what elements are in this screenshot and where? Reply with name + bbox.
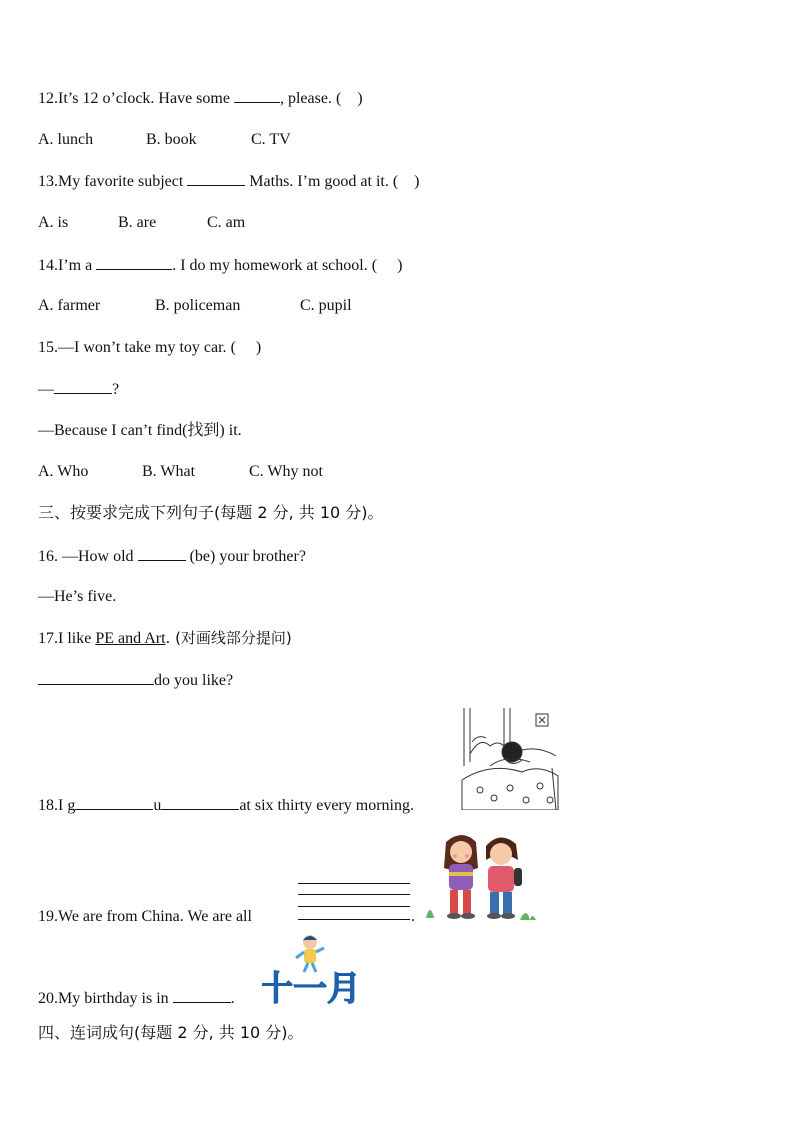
q15-dash: — bbox=[38, 381, 54, 398]
q15-line-2 bbox=[38, 379, 119, 400]
q17-tail: . (对画线部分提问) bbox=[165, 629, 292, 647]
q12-tail: , please. bbox=[279, 90, 332, 107]
q17-underlined-phrase: PE and Art bbox=[95, 630, 166, 647]
q12-stem: 12.It’s 12 o’clock. Have some bbox=[38, 90, 230, 107]
q19-guide-line-4[interactable] bbox=[298, 919, 410, 920]
q16-answer-blank[interactable] bbox=[138, 546, 186, 561]
question-20 bbox=[38, 988, 235, 1009]
q15-option-a[interactable]: A. Who bbox=[38, 463, 89, 480]
question-14 bbox=[38, 255, 402, 276]
question-13 bbox=[38, 171, 420, 192]
q15-paren: ( ) bbox=[230, 339, 262, 356]
q20-stem: 20.My birthday is in bbox=[38, 990, 169, 1007]
question-16 bbox=[38, 546, 306, 567]
question-18 bbox=[38, 795, 414, 816]
q15-answer-blank[interactable] bbox=[54, 379, 112, 394]
q17-line-2 bbox=[38, 670, 233, 691]
q12-options bbox=[38, 130, 291, 150]
q20-tail: . bbox=[230, 990, 235, 1007]
q19-period: . bbox=[411, 908, 415, 925]
q14-option-c[interactable]: C. pupil bbox=[300, 297, 352, 314]
november-illustration-icon bbox=[262, 930, 358, 1004]
q16-tail: (be) your brother? bbox=[189, 548, 306, 565]
q19-guide-line-2 bbox=[298, 894, 410, 895]
q13-tail: Maths. I’m good at it. bbox=[249, 173, 389, 190]
q13-option-c[interactable]: C. am bbox=[207, 214, 246, 231]
question-15 bbox=[38, 338, 261, 358]
question-17 bbox=[38, 628, 292, 649]
q18-answer-blank-2[interactable] bbox=[161, 795, 239, 810]
q13-option-a[interactable]: A. is bbox=[38, 214, 69, 231]
q16-answer: —He’s five. bbox=[38, 588, 117, 605]
q17-line2-tail: do you like? bbox=[154, 672, 234, 689]
q15-option-b[interactable]: B. What bbox=[142, 463, 196, 480]
q15-option-c[interactable]: C. Why not bbox=[249, 463, 323, 480]
q12-option-c[interactable]: C. TV bbox=[251, 131, 291, 148]
q14-tail: . I do my homework at school. bbox=[172, 257, 368, 274]
bed-illustration-icon bbox=[460, 706, 560, 810]
november-text: 十一月 bbox=[262, 969, 358, 1004]
q20-answer-blank[interactable] bbox=[173, 988, 231, 1003]
two-children-icon bbox=[422, 828, 538, 924]
q19-guide-line-1 bbox=[298, 883, 410, 884]
q14-paren: ( ) bbox=[371, 257, 403, 274]
q14-options bbox=[38, 296, 352, 316]
q13-answer-blank[interactable] bbox=[187, 171, 245, 186]
question-19 bbox=[38, 907, 252, 927]
q17-answer-blank[interactable] bbox=[38, 670, 154, 685]
q12-option-a[interactable]: A. lunch bbox=[38, 131, 94, 148]
q14-option-a[interactable]: A. farmer bbox=[38, 297, 101, 314]
q12-answer-blank[interactable] bbox=[234, 88, 280, 103]
q15-question-mark: ? bbox=[112, 381, 120, 398]
q13-option-b[interactable]: B. are bbox=[118, 214, 157, 231]
children-picture bbox=[422, 828, 538, 924]
q15-line-3 bbox=[38, 421, 242, 441]
section-3-heading: 三、按要求完成下列句子(每题 2 分, 共 10 分)。 bbox=[38, 503, 384, 522]
q19-guide-line-3 bbox=[298, 906, 410, 907]
q12-paren: ( ) bbox=[335, 90, 363, 107]
q13-stem: 13.My favorite subject bbox=[38, 173, 184, 190]
november-picture bbox=[262, 930, 358, 1004]
q19-stem: 19.We are from China. We are all bbox=[38, 908, 252, 925]
q12-option-b[interactable]: B. book bbox=[146, 131, 197, 148]
q18-stem: 18.I g bbox=[38, 797, 76, 814]
getting-up-picture bbox=[460, 706, 560, 810]
q14-option-b[interactable]: B. policeman bbox=[155, 297, 241, 314]
q15-options bbox=[38, 462, 323, 482]
question-12 bbox=[38, 88, 363, 109]
q16-answer-line bbox=[38, 587, 116, 607]
q14-stem: 14.I’m a bbox=[38, 257, 93, 274]
q14-answer-blank[interactable] bbox=[96, 255, 172, 270]
q18-mid: u bbox=[153, 797, 162, 814]
section-4-heading: 四、连词成句(每题 2 分, 共 10 分)。 bbox=[38, 1023, 304, 1042]
q18-tail: at six thirty every morning. bbox=[239, 797, 414, 814]
q18-answer-blank-1[interactable] bbox=[75, 795, 153, 810]
q13-options bbox=[38, 213, 245, 233]
q17-stem: 17.I like bbox=[38, 630, 92, 647]
q13-paren: ( ) bbox=[392, 173, 420, 190]
q15-reply: —Because I can’t find(找到) it. bbox=[38, 422, 242, 439]
q16-stem: 16. —How old bbox=[38, 548, 134, 565]
q15-stem: 15.—I won’t take my toy car. bbox=[38, 339, 227, 356]
